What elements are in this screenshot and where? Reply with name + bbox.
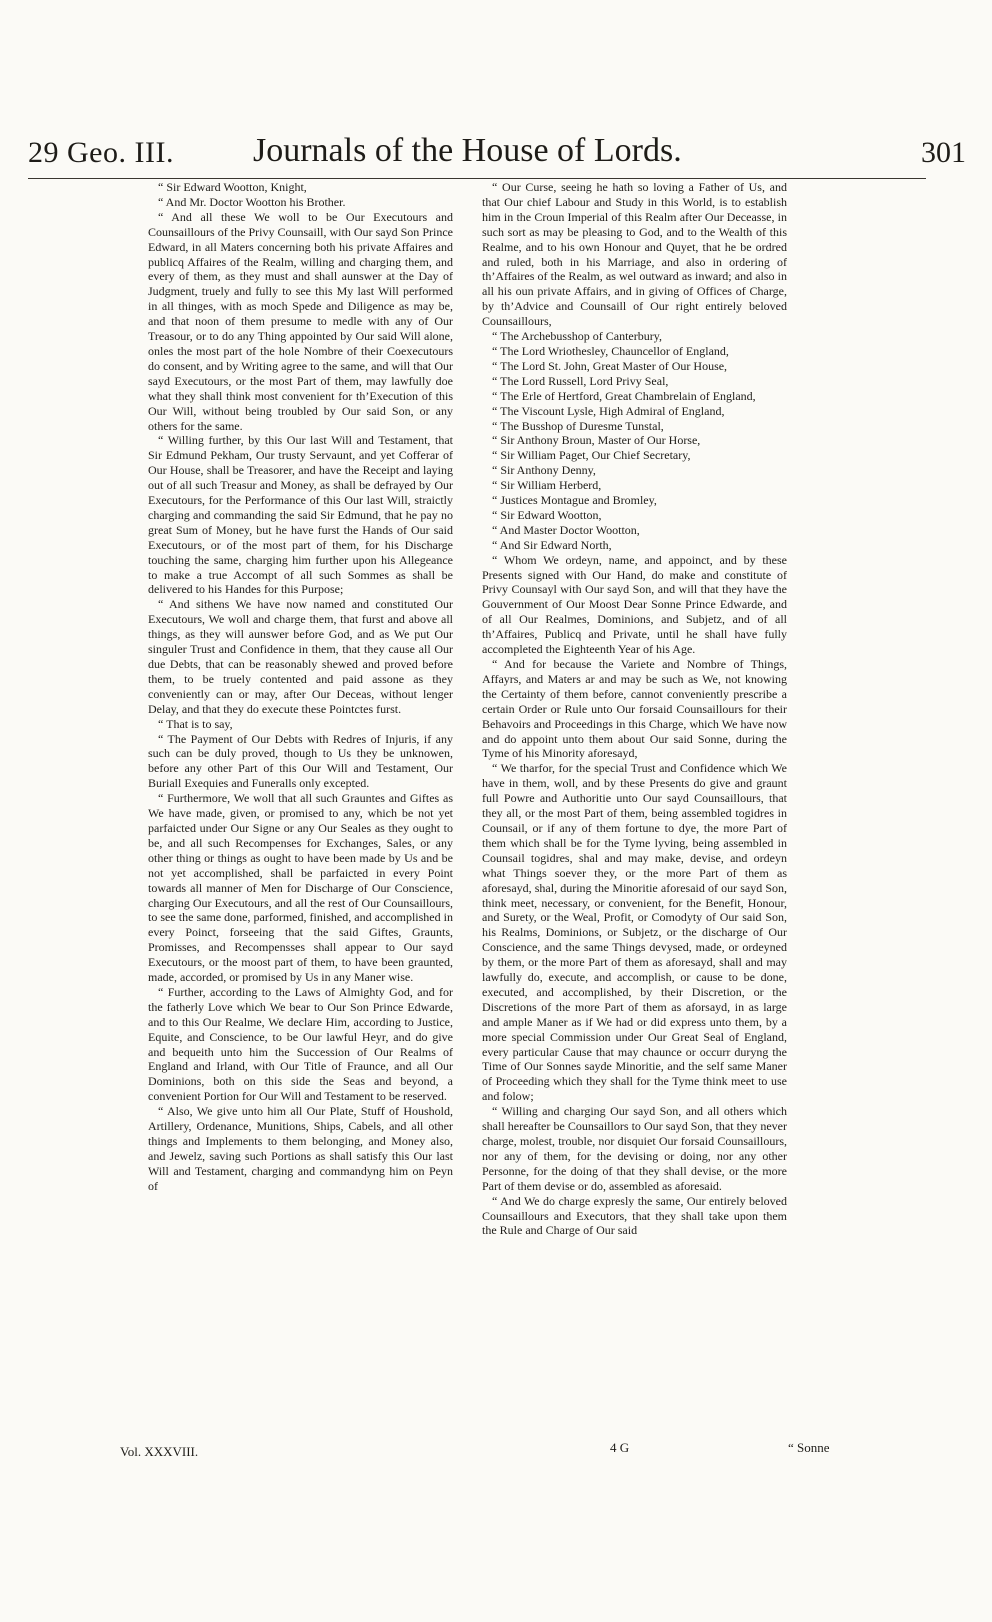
list-item: “ And Sir Edward North, (492, 537, 612, 552)
paragraph: “ That is to say, (158, 716, 233, 731)
paragraph: “ We tharfor, for the special Trust and Confidence which We have in them, woll, and by these Presents do give and graunt full Powre and Authoritie unto Our sayd Counsaillours, that they all, or the most Part of them, being assembled togidres in Counsail, or if any of them fortune to dye, the more Part of them which shall be for the Tyme lyving, being assembled in Counsail togidres, shal and may make, devise, and ordeyn what Things soever they, or the more Part of them as aforesayd, shal, during the Minoritie aforesaid of our sayd Son, think meet, necessary, or convenient, for the Benefit, Honour, and Surety, or the Weal, Profit, or Comodyty of Our said Son, his Realms, Dominions, or Subjetz, or the discharge of Our Conscience, and the same Things devysed, made, or ordeyned by them, or the more Part of them as aforesayd, shall and may lawfully do, execute, and accomplish, or cause to be done, executed, and accomplished, by their Discretion, or the Discretions of the more Part of them as aforsayd, in as large and ample Maner as if We had or did express unto them, by a more special Commission under Our Great Seal of England, every particular Cause that may chaunce or occurr duryng the Time of Our Sonnes sayde Minoritie, and the self same Maner of Proceeding which they shall for the Tyme think meet to use and folow; (482, 761, 787, 1104)
volume-label: Vol. XXXVIII. (120, 1444, 199, 1459)
catchword: “ Sonne (788, 1440, 830, 1455)
page-footer (0, 1440, 992, 1470)
list-item: “ The Erle of Hertford, Great Chambrelain of England, (492, 388, 756, 403)
paragraph: “ Willing and charging Our sayd Son, and all others which shall hereafter be Counsaillors to Our sayd Son, that they never charge, molest, trouble, nor disquiet Our forsaid Counsaillours, nor any of them, for the devising or doing, nor any other Personne, for the doing of that they shall devise, or the more Part of them devise or do, assembled as aforesaid. (482, 1104, 787, 1193)
list-item: “ The Viscount Lysle, High Admiral of England, (492, 403, 725, 418)
list-item: “ The Archebusshop of Canterbury, (492, 329, 662, 344)
list-item: “ Justices Montague and Bromley, (492, 493, 657, 508)
list-item: “ Sir William Paget, Our Chief Secretary, (492, 448, 691, 463)
paragraph: “ Also, We give unto him all Our Plate, Stuff of Houshold, Artillery, Ordenance, Munitions, Ships, Cabels, and all other things and Implements to them belonging, and Money also, and Jewelz, saving such Portions as shall satisfy this Our last Will and Testament, charging and commandyng him on Peyn of (148, 1104, 453, 1193)
signature-mark: 4 G (610, 1440, 630, 1455)
list-item: “ The Lord St. John, Great Master of Our House, (492, 358, 728, 373)
paragraph: “ Our Curse, seeing he hath so loving a Father of Us, and that Our chief Labour and Study in this World, is to establish him in the Croun Imperial of this Realm after Our Deceasse, in such sort as may be pleasing to God, and to the Wealth of this Realme, and to his own Honour and Quyet, that he be ordred and ruled, both in his Marriage, and also in ordering of th’Affaires of the Realm, as wel outward as inward; and also in all his oun private Affairs, and in giving of Offices of Charge, by th’Advice and Counsaill of Our right entirely beloved Counsaillours, (482, 180, 787, 329)
paragraph: “ Sir Edward Wootton, Knight, (158, 180, 307, 194)
paragraph: “ And We do charge expresly the same, Our entirely beloved Counsaillours and Executors, that they shall take upon them the Rule and Charge of Our said (482, 1193, 787, 1238)
list-item: “ The Busshop of Duresme Tunstal, (492, 418, 664, 433)
header-regnal-year: 29 Geo. III. (28, 136, 174, 169)
list-item: “ Sir William Herberd, (492, 478, 602, 493)
header-page-number: 301 (921, 136, 966, 169)
paragraph: “ And for because the Variete and Nombre of Things, Affayrs, and Maters ar and may be such as We, not knowing the Certainty of them before, cannot conveniently prescribe a certain Order or Rule unto Our forsaid Counsaillours for their Behavoirs and Proceedings in this Charge, which We have now and do appoint unto them about Our said Sonne, during the Tyme of his Minority aforesayd, (482, 657, 787, 761)
list-item: “ The Lord Russell, Lord Privy Seal, (492, 373, 669, 388)
paragraph: “ Willing further, by this Our last Will and Testament, that Sir Edmund Pekham, Our trusty Servaunt, and yet Cofferar of Our House, shall be Treasorer, and have the Receipt and laying out of all such Treasur and Money, as shall be defrayed by Our Executours, for the Performance of this Our last Will, straictly charging and commanding the said Sir Edmund, that he pay no great Sum of Money, but he have furst the Hands of Our said Executours, or of the most part of them, for his Discharge touching the same, charging him further upon his Allegeance to make a true Accompt of all such Sommes as shall be delivered to his Handes for this Purpose; (148, 433, 453, 597)
list-item: “ Sir Anthony Broun, Master of Our Horse, (492, 433, 701, 448)
list-item: “ Sir Edward Wootton, (492, 507, 602, 522)
list-item: “ Sir Anthony Denny, (492, 463, 596, 478)
paragraph: “ And sithens We have now named and constituted Our Executours, We woll and charge them, that furst and above all things, as they will aunswer before God, and as We put Our singuler Trust and Confidence in them, that they cause all Our due Debts, that can be reasonably shewed and proved before them, to be truely contented and paid assone as they conveniently can or may, after Our Deceas, without lenger Delay, and that they do execute these Pointctes furst. (148, 597, 453, 716)
paragraph: “ Furthermore, We woll that all such Grauntes and Giftes as We have made, given, or promised to any, which be not yet parfaicted under Our Signe or any Our Seales as they ought to be, and all such Recompenses for Exchanges, Sales, or any other thing or things as ought to have been made by Us and be not yet accomplished, shall be parfaicted in every Point towards all manner of Men for Discharge of Our Conscience, charging Our Executours, and all the rest of Our Counsaillours, to see the same done, parformed, finished, and accomplished in every Poinct, forseeing that the said Giftes, Graunts, Promisses, and Recompensses shall appear to Our sayd Executours, or the moost part of them, to have been graunted, made, accorded, or promised by Us in any Maner wise. (148, 791, 453, 985)
paragraph: “ Further, according to the Laws of Almighty God, and for the fatherly Love which We bear to Our Son Prince Edwarde, and to this Our Realme, We declare Him, according to Justice, Equite, and Conscience, to be Our lawful Heyr, and do give and bequeith unto him the Succession of Our Realms of England and Irland, with Our Title of Fraunce, and all Our Dominions, both on this side the Seas and beyond, a convenient Portion for Our Will and Testament to be reserved. (148, 984, 453, 1104)
header-journal-title: Journals of the House of Lords. (253, 132, 682, 169)
paragraph: “ Whom We ordeyn, name, and appoinct, and by these Presents signed with Our Hand, do make and constitute of Privy Counsayl with Our sayd Son, and will that they have the Gouvernment of Our Moost Dear Sonne Prince Edwarde, and of all Our Realmes, Dominions, and Subjetz, and of all th’Affaires, Publicq and Private, until he shall have fully accompleted the Eighteenth Year of his Age. (482, 552, 787, 657)
paragraph: “ And Mr. Doctor Wootton his Brother. (158, 194, 346, 209)
running-header (28, 120, 966, 179)
list-item: “ And Master Doctor Wootton, (492, 522, 640, 537)
left-column (148, 180, 453, 1194)
paragraph: “ And all these We woll to be Our Executours and Counsaillours of the Privy Counsaill, with Our sayd Son Prince Edward, in all Maters concerning both his private Affaires and publicq Affaires of the Realm, willing and charging them, and every of them, as they must and shall aunswer at the Day of Judgment, truely and fully to see this My last Will performed in all thinges, with as moch Spede and Diligence as may be, and that noon of them presume to medle with any of Our Treasour, or to do any Thing appointed by Our said Will alone, onles the most part of the hole Nombre of their Coexecutours do consent, and by Writing agree to the same, and will that Our sayd Executours, or the most Part of them, may lawfully doe what they shall think most convenient for th’Execution of this Our Will, without being troubled by Our said Son, or any others for the same. (148, 209, 453, 433)
right-column (482, 180, 787, 1238)
list-item: “ The Lord Wriothesley, Chauncellor of England, (492, 343, 729, 358)
paragraph: “ The Payment of Our Debts with Redres of Injuris, if any such can be duly proved, though to Us they be unknowen, before any other Part of this Our Will and Testament, Our Buriall Exequies and Funeralls only excepted. (148, 731, 453, 791)
